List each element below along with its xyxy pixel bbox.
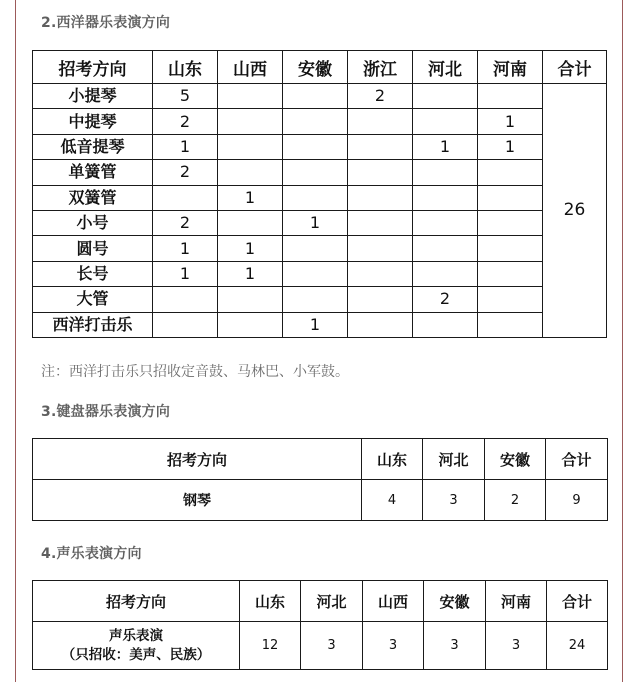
table-row	[33, 480, 608, 521]
table-row	[33, 109, 607, 134]
table-cell	[348, 134, 413, 159]
table-cell: 1	[478, 134, 543, 159]
table-cell	[283, 287, 348, 312]
table-row	[33, 261, 607, 286]
row-label	[33, 622, 240, 670]
table-cell: 24	[547, 622, 608, 670]
table-cell: 1	[218, 185, 283, 210]
table-cell	[218, 312, 283, 337]
table-cell	[348, 312, 413, 337]
table-cell	[478, 210, 543, 235]
table-cell: 1	[153, 261, 218, 286]
table-cell: 3	[424, 622, 486, 670]
table-cell	[413, 84, 478, 109]
row-label: 圆号	[33, 236, 153, 261]
table-row	[33, 622, 608, 670]
percussion-note: 注：西洋打击乐只招收定音鼓、马林巴、小军鼓。	[41, 364, 349, 380]
row-label: 大管	[33, 287, 153, 312]
table-cell	[413, 236, 478, 261]
table-header-row	[33, 581, 608, 622]
table-cell: 3	[363, 622, 424, 670]
table-cell	[413, 160, 478, 185]
table-cell	[218, 287, 283, 312]
table-row	[33, 185, 607, 210]
table-cell	[478, 312, 543, 337]
column-header: 安徽	[424, 581, 486, 622]
table-cell: 3	[301, 622, 363, 670]
table-cell	[283, 160, 348, 185]
table-row	[33, 210, 607, 235]
row-label-line-2: （只招收：美声、民族）	[61, 646, 211, 663]
table-cell	[218, 134, 283, 159]
row-label-line-1: 声乐表演	[109, 628, 163, 645]
column-header: 合计	[547, 581, 608, 622]
column-header: 山西	[218, 51, 283, 84]
table-row	[33, 84, 607, 109]
table-row	[33, 236, 607, 261]
table-cell	[478, 236, 543, 261]
column-header: 河南	[486, 581, 547, 622]
table-cell	[348, 185, 413, 210]
row-label: 长号	[33, 261, 153, 286]
table-cell: 1	[153, 134, 218, 159]
table-cell	[478, 84, 543, 109]
section-3-heading: 3.键盘器乐表演方向	[41, 404, 171, 420]
table-row	[33, 160, 607, 185]
table-cell	[413, 109, 478, 134]
section-4-heading: 4.声乐表演方向	[41, 546, 142, 562]
table-cell: 2	[485, 480, 546, 521]
table-row	[33, 312, 607, 337]
western-instruments-table	[32, 50, 607, 338]
row-label: 小提琴	[33, 84, 153, 109]
table-cell	[348, 261, 413, 286]
table-cell	[153, 185, 218, 210]
column-header: 河北	[301, 581, 363, 622]
row-label: 单簧管	[33, 160, 153, 185]
vocal-performance-table	[32, 580, 608, 670]
table-cell: 1	[218, 236, 283, 261]
table-cell	[413, 312, 478, 337]
column-header: 山西	[363, 581, 424, 622]
table-cell	[478, 261, 543, 286]
table-cell: 2	[348, 84, 413, 109]
table-cell	[348, 160, 413, 185]
table-cell	[478, 160, 543, 185]
table-cell: 1	[153, 236, 218, 261]
table-cell	[218, 109, 283, 134]
table-cell: 5	[153, 84, 218, 109]
table-cell	[478, 185, 543, 210]
table-cell: 3	[486, 622, 547, 670]
table-cell	[413, 261, 478, 286]
column-header: 山东	[362, 439, 423, 480]
table-cell: 3	[423, 480, 485, 521]
column-header: 招考方向	[33, 439, 362, 480]
table-header-row	[33, 439, 608, 480]
keyboard-instruments-table	[32, 438, 608, 521]
table-cell	[153, 312, 218, 337]
table-cell: 2	[153, 109, 218, 134]
row-label: 小号	[33, 210, 153, 235]
table-cell	[218, 210, 283, 235]
table-cell: 1	[413, 134, 478, 159]
table-cell	[348, 236, 413, 261]
column-header: 山东	[240, 581, 301, 622]
column-header: 招考方向	[33, 51, 153, 84]
column-header: 安徽	[283, 51, 348, 84]
table-cell	[413, 210, 478, 235]
row-label: 钢琴	[33, 480, 362, 521]
table-cell: 2	[153, 210, 218, 235]
table-cell: 9	[546, 480, 608, 521]
table-cell: 2	[153, 160, 218, 185]
column-header: 浙江	[348, 51, 413, 84]
column-header: 山东	[153, 51, 218, 84]
section-2-heading: 2.西洋器乐表演方向	[41, 15, 171, 31]
table-cell: 2	[413, 287, 478, 312]
column-header: 安徽	[485, 439, 546, 480]
table-cell	[283, 109, 348, 134]
column-header: 招考方向	[33, 581, 240, 622]
column-header: 河南	[478, 51, 543, 84]
table-cell	[348, 210, 413, 235]
table-cell: 4	[362, 480, 423, 521]
table-cell	[348, 287, 413, 312]
table-cell	[218, 160, 283, 185]
table-cell: 1	[478, 109, 543, 134]
table-cell: 12	[240, 622, 301, 670]
table-row	[33, 134, 607, 159]
table-cell	[153, 287, 218, 312]
table-cell: 1	[283, 210, 348, 235]
table-row	[33, 287, 607, 312]
table-cell	[283, 185, 348, 210]
table-cell	[283, 236, 348, 261]
row-label: 双簧管	[33, 185, 153, 210]
table-cell: 1	[218, 261, 283, 286]
table-cell	[478, 287, 543, 312]
table-cell	[413, 185, 478, 210]
table-cell	[283, 134, 348, 159]
total-cell: 26	[543, 84, 607, 338]
row-label: 中提琴	[33, 109, 153, 134]
table-header-row	[33, 51, 607, 84]
column-header: 合计	[543, 51, 607, 84]
table-cell	[218, 84, 283, 109]
column-header: 河北	[423, 439, 485, 480]
row-label: 低音提琴	[33, 134, 153, 159]
table-cell	[283, 261, 348, 286]
column-header: 河北	[413, 51, 478, 84]
table-cell: 1	[283, 312, 348, 337]
column-header: 合计	[546, 439, 608, 480]
table-cell	[283, 84, 348, 109]
table-cell	[348, 109, 413, 134]
row-label: 西洋打击乐	[33, 312, 153, 337]
